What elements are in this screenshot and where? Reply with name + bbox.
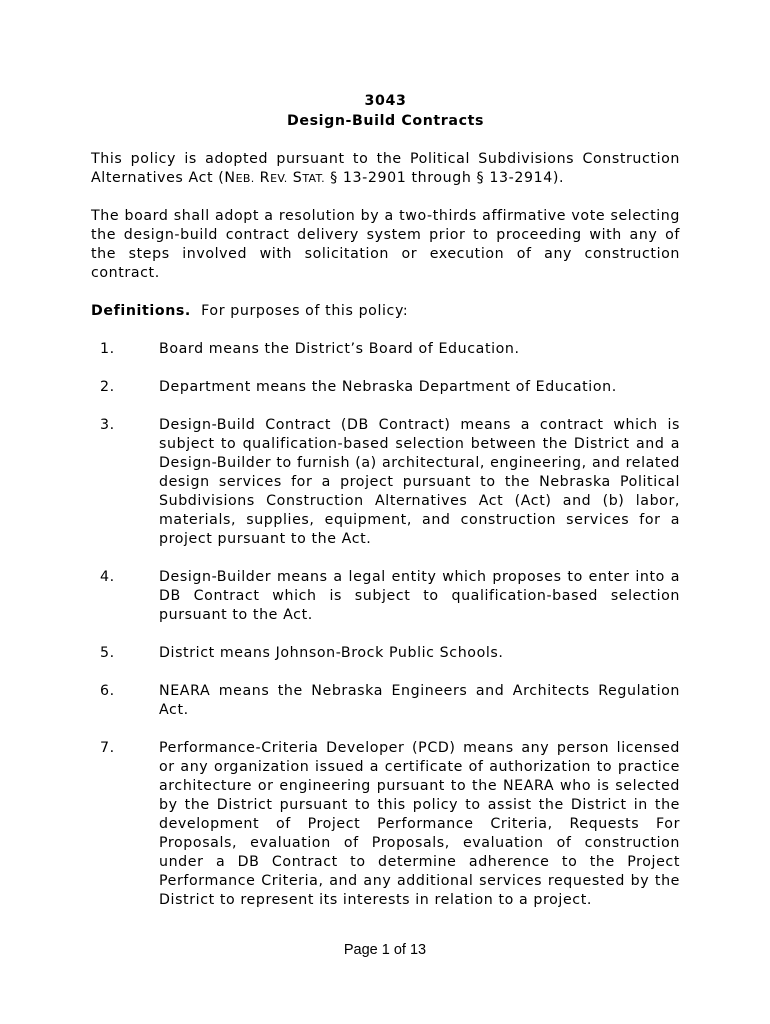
intro-text-start: This policy is adopted pursuant to the Political Subdivisions Construction Alternatives Act (: [91, 151, 680, 186]
cite-stat-initial: S: [292, 170, 303, 186]
definition-text: Performance-Criteria Developer (PCD) means any person licensed or any organization issued a certificate of authorization to practice architecture or engineering pursuant to the NEARA who is selected by the District pursuant to this policy to assist the District in the development of Project Performance Criteria, Requests For Proposals, evaluation of Proposals, evaluation of construction under a DB Contract to determine adherence to the Project Performance Criteria, and any additional services requested by the District to represent its interests in relation to a project.: [159, 740, 680, 908]
definition-text: Design-Builder means a legal entity which proposes to enter into a DB Contract which is subject to qualification-based selection pursuant to the Act.: [159, 569, 680, 623]
definition-item: [91, 340, 680, 359]
definition-number: 2.: [100, 379, 115, 395]
policy-title: Design-Build Contracts: [286, 113, 485, 129]
definition-item: [91, 416, 680, 549]
definition-item: [91, 378, 680, 397]
definition-item: [91, 739, 680, 910]
definition-item: [91, 682, 680, 720]
cite-neb-initial: N: [224, 170, 236, 186]
policy-header: [91, 91, 680, 131]
cite-stat-rest: TAT.: [302, 172, 325, 185]
definition-text: District means Johnson-Brock Public Schools.: [159, 645, 504, 661]
definition-number: 5.: [100, 645, 115, 661]
intro-paragraph-2: The board shall adopt a resolution by a two-thirds affirmative vote selecting the design-build contract delivery system prior to proceeding with any of the steps involved with solicitation or execution of any construction contract.: [91, 208, 680, 281]
page-footer: [0, 942, 770, 958]
definition-number: 4.: [100, 569, 115, 585]
document-body: [91, 91, 680, 929]
cite-neb-rest: EB.: [235, 172, 255, 185]
definition-number: 1.: [100, 341, 115, 357]
definition-number: 3.: [100, 417, 115, 433]
definitions-lead: For purposes of this policy:: [201, 303, 409, 319]
definition-text: NEARA means the Nebraska Engineers and Architects Regulation Act.: [159, 683, 680, 718]
definitions-list: [91, 340, 680, 910]
definition-item: [91, 568, 680, 625]
intro-paragraph-1: [91, 150, 680, 188]
intro-text-end: § 13-2901 through § 13-2914).: [324, 170, 565, 186]
cite-rev-initial: R: [259, 170, 271, 186]
policy-number: 3043: [364, 93, 407, 109]
page-number: Page 1 of 13: [343, 942, 427, 958]
definition-number: 6.: [100, 683, 115, 699]
definition-number: 7.: [100, 740, 115, 756]
cite-rev-rest: EV.: [270, 172, 288, 185]
definition-text: Board means the District’s Board of Education.: [159, 341, 520, 357]
definitions-intro: [91, 302, 680, 321]
definition-text: Department means the Nebraska Department of Education.: [159, 379, 617, 395]
definition-item: [91, 644, 680, 663]
definition-text: Design-Build Contract (DB Contract) means a contract which is subject to qualification-based selection between the District and a Design-Builder to furnish (a) architectural, engineering, and related design services for a project pursuant to the Nebraska Political Subdivisions Construction Alternatives Act (Act) and (b) labor, materials, supplies, equipment, and construction services for a project pursuant to the Act.: [159, 417, 680, 547]
definitions-heading: Definitions.: [91, 303, 191, 319]
